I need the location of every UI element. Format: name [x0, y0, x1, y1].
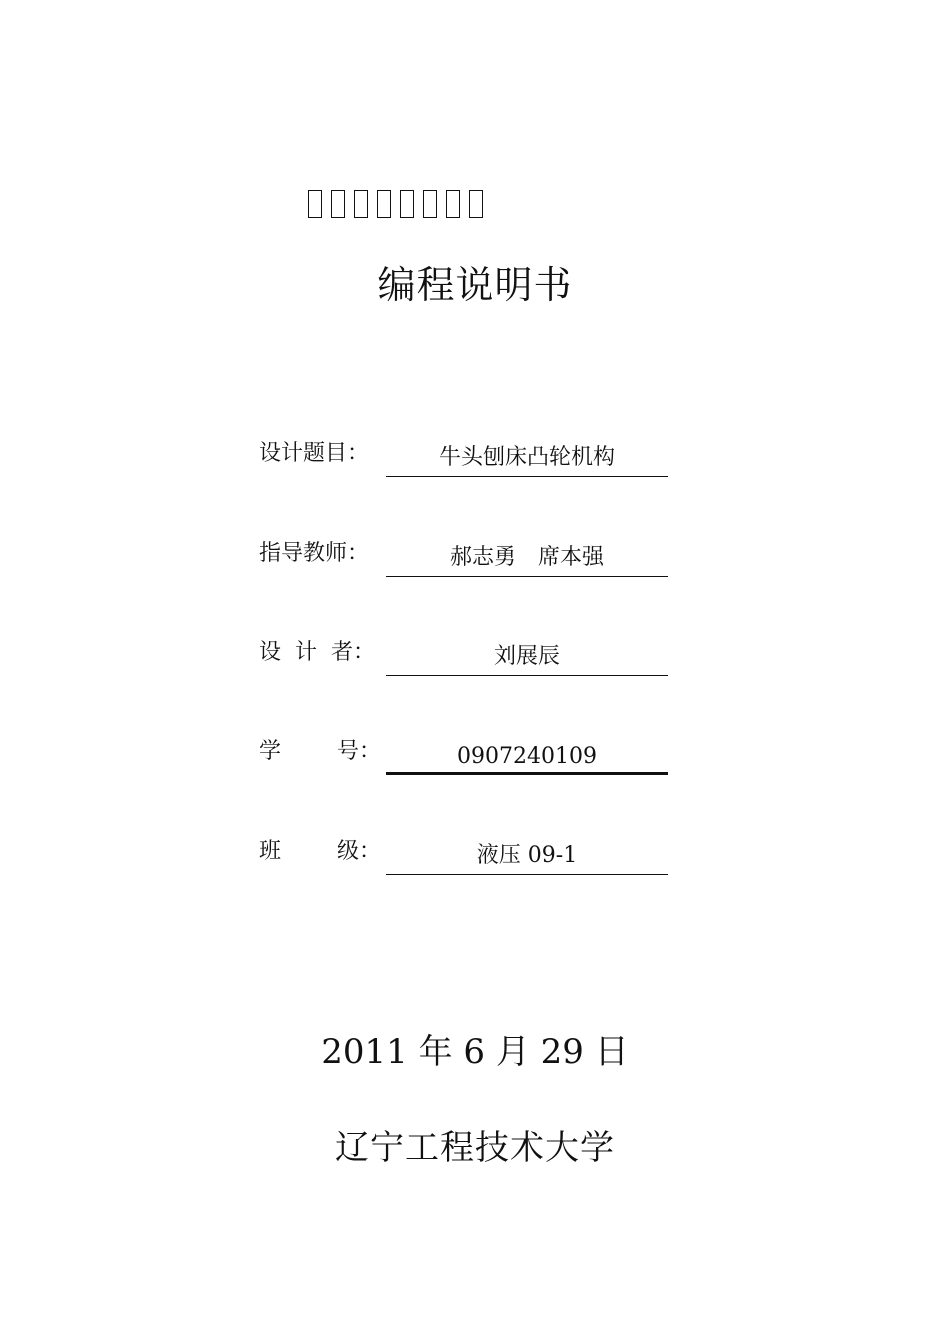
underline: [386, 675, 668, 676]
missing-glyph-icon: [308, 190, 322, 218]
field-value: 刘展辰: [493, 644, 560, 669]
field-label: 设计题目：: [259, 441, 370, 466]
field-designer: [259, 626, 679, 676]
underline: [386, 874, 668, 875]
missing-glyph-icon: [423, 190, 437, 218]
field-label: 设 计 者：: [259, 640, 375, 665]
field-student-id: [259, 725, 679, 775]
missing-glyph-icon: [354, 190, 368, 218]
missing-glyph-icon: [446, 190, 460, 218]
course-title-missing-glyphs: [308, 190, 488, 218]
underline: [386, 476, 668, 477]
field-label: 学 号：: [259, 739, 381, 764]
field-value: 牛头刨床凸轮机构: [438, 445, 615, 470]
date: 2011 年 6 月 29 日: [321, 1032, 629, 1072]
document-title: 编程说明书: [377, 263, 573, 307]
field-value: 液压 09-1: [476, 843, 578, 868]
missing-glyph-icon: [400, 190, 414, 218]
underline: [386, 772, 668, 775]
field-value: 郝志勇 席本强: [449, 545, 604, 570]
field-value: 0907240109: [457, 744, 597, 769]
field-design-topic: [259, 427, 679, 477]
field-label: 班 级：: [259, 839, 381, 864]
field-class: [259, 825, 679, 875]
missing-glyph-icon: [331, 190, 345, 218]
field-advisors: [259, 527, 679, 577]
missing-glyph-icon: [469, 190, 483, 218]
underline: [386, 576, 668, 577]
field-label: 指导教师：: [259, 541, 370, 566]
missing-glyph-icon: [377, 190, 391, 218]
university-name: 辽宁工程技术大学: [335, 1128, 615, 1168]
